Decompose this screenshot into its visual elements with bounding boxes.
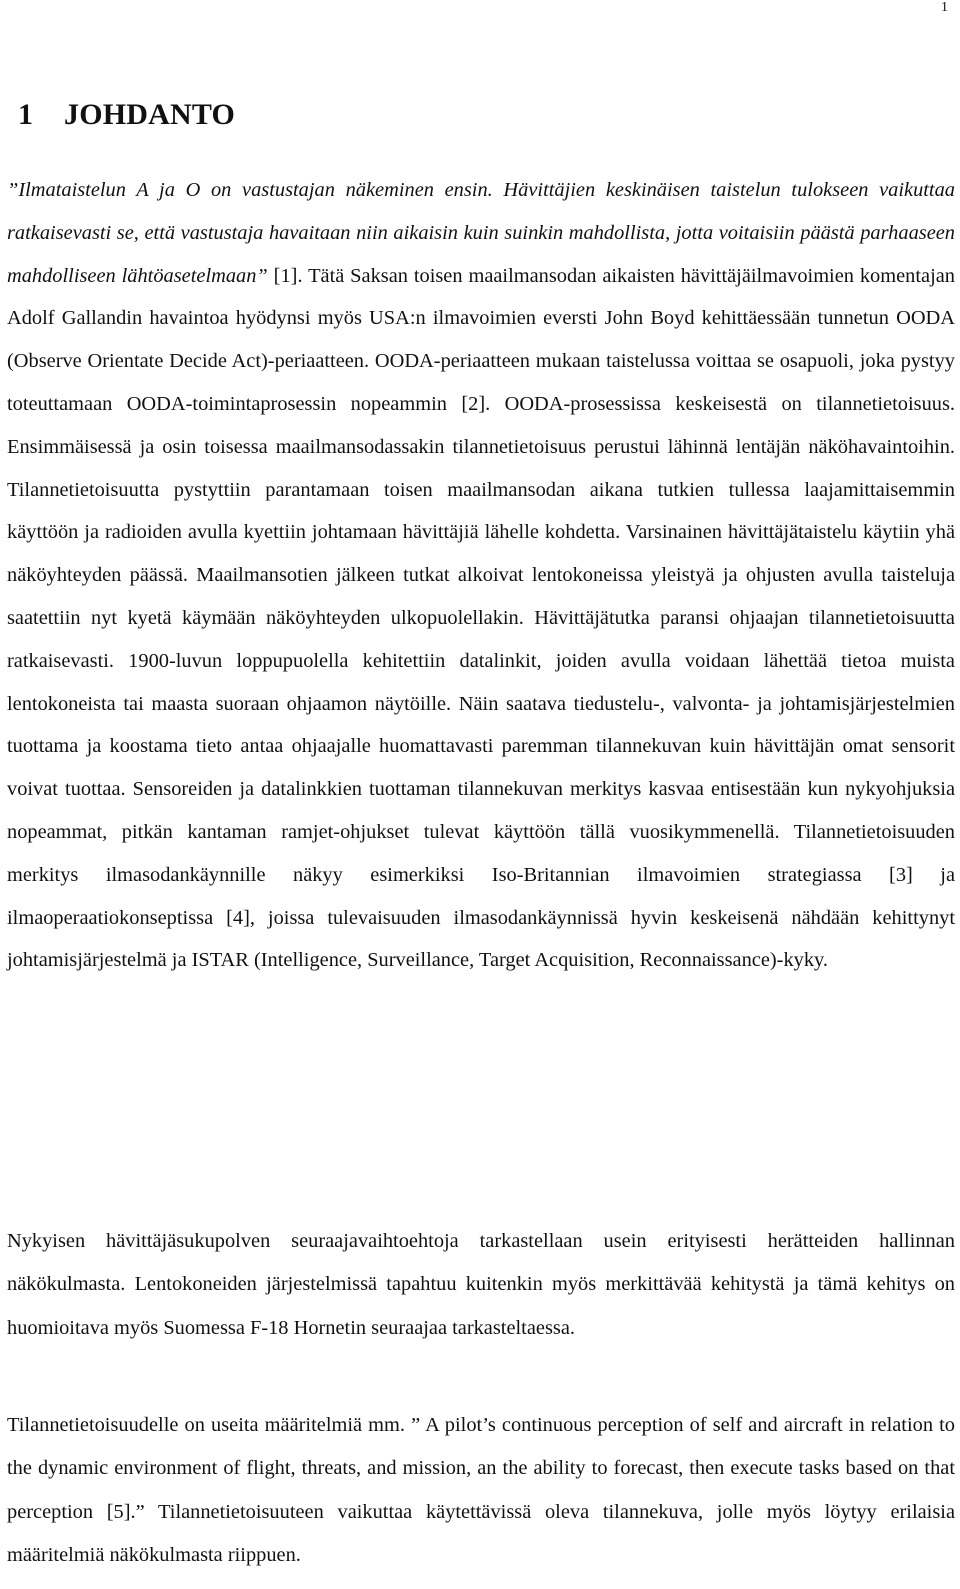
paragraph-intro (7, 169, 955, 982)
galland-quote: ”Ilmataistelun A ja O on vastustajan näkeminen ensin. Hävittäjien keskinäisen taistelun tulokseen vaikuttaa ratkaisevasti se, että vastustaja havaitaan niin aikaisin kuin suinkin mahdollista, jotta voitaisiin päästä parhaaseen mahdolliseen lähtöasetelmaan” (7, 179, 955, 287)
section-heading (18, 98, 235, 132)
page-number: 1 (941, 0, 948, 15)
paragraph-definitions: Tilannetietoisuudelle on useita määritelmiä mm. ” A pilot’s continuous perception of self and aircraft in relation to the dynamic environment of flight, threats, and mission, an the ability to forecast, then execute tasks based on that perception [5].” Tilannetietoisuuteen vaikuttaa käytettävissä oleva tilannekuva, jolle myös löytyy erilaisia määritelmiä näkökulmasta riippuen. (7, 1414, 955, 1566)
paragraph-intro-body: [1]. Tätä Saksan toisen maailmansodan aikaisten hävittäjäilmavoimien komentajan Adolf Gallandin havaintoa hyödynsi myös USA:n ilmavoimien eversti John Boyd kehittäessään tunnetun OODA (Observe Orientate Decide Act)-periaatteen. OODA-periaatteen mukaan taistelussa voittaa se osapuoli, joka pystyy toteuttamaan OODA-toimintaprosessin nopeammin [2]. OODA-prosessissa keskeisestä on tilannetietoisuus. Ensimmäisessä ja osin toisessa maailmansodassakin tilannetietoisuus perustui lähinnä lentäjän näköhavaintoihin. Tilannetietoisuutta pystyttiin parantamaan toisen maailmansodan aikana tutkien tullessa laajamittaisemmin käyttöön ja radioiden avulla kyettiin johtamaan hävittäjiä lähelle kohdetta. Varsinainen hävittäjätaistelu käytiin yhä näköyhteyden päässä. Maailmansotien jälkeen tutkat alkoivat lentokoneissa yleistyä ja ohjusten avulla taisteluja saatettiin nyt kyetä käymään näköyhteyden ulkopuolellakin. Hävittäjätutka paransi ohjaajan tilannetietoisuutta ratkaisevasti. 1900-luvun loppupuolella kehitettiin datalinkit, joiden avulla voidaan lähettää tietoa muista lentokoneista tai maasta suoraan ohjaamon näytöille. Näin saatava tiedustelu-, valvonta- ja johtamisjärjestelmien tuottama ja koostama tieto antaa ohjaajalle huomattavasti paremman tilannekuvan kuin hävittäjän omat sensorit voivat tuottaa. Sensoreiden ja datalinkkien tuottaman tilannekuvan merkitys kasvaa entisestään kun nykyohjuksia nopeammat, pitkän kantaman ramjet-ohjukset tulevat käyttöön tällä vuosikymmenellä. Tilannetietoisuuden merkitys ilmasodankäynnille näkyy esimerkiksi Iso-Britannian ilmavoimien strategiassa [3] ja ilmaoperaatiokonseptissa [4], joissa tulevaisuuden ilmasodankäynnissä hyvin keskeisenä nähdään kehittynyt johtamisjärjestelmä ja ISTAR (Intelligence, Surveillance, Target Acquisition, Reconnaissance)-kyky. (7, 264, 955, 972)
section-number: 1 (18, 98, 34, 131)
section-title: JOHDANTO (64, 98, 236, 131)
paragraph-successor: Nykyisen hävittäjäsukupolven seuraajavaihtoehtoja tarkastellaan usein erityisesti herätteiden hallinnan näkökulmasta. Lentokoneiden järjestelmissä tapahtuu kuitenkin myös merkittävää kehitystä ja tämä kehitys on huomioitava myös Suomessa F-18 Hornetin seuraajaa tarkasteltaessa. (7, 1230, 955, 1339)
